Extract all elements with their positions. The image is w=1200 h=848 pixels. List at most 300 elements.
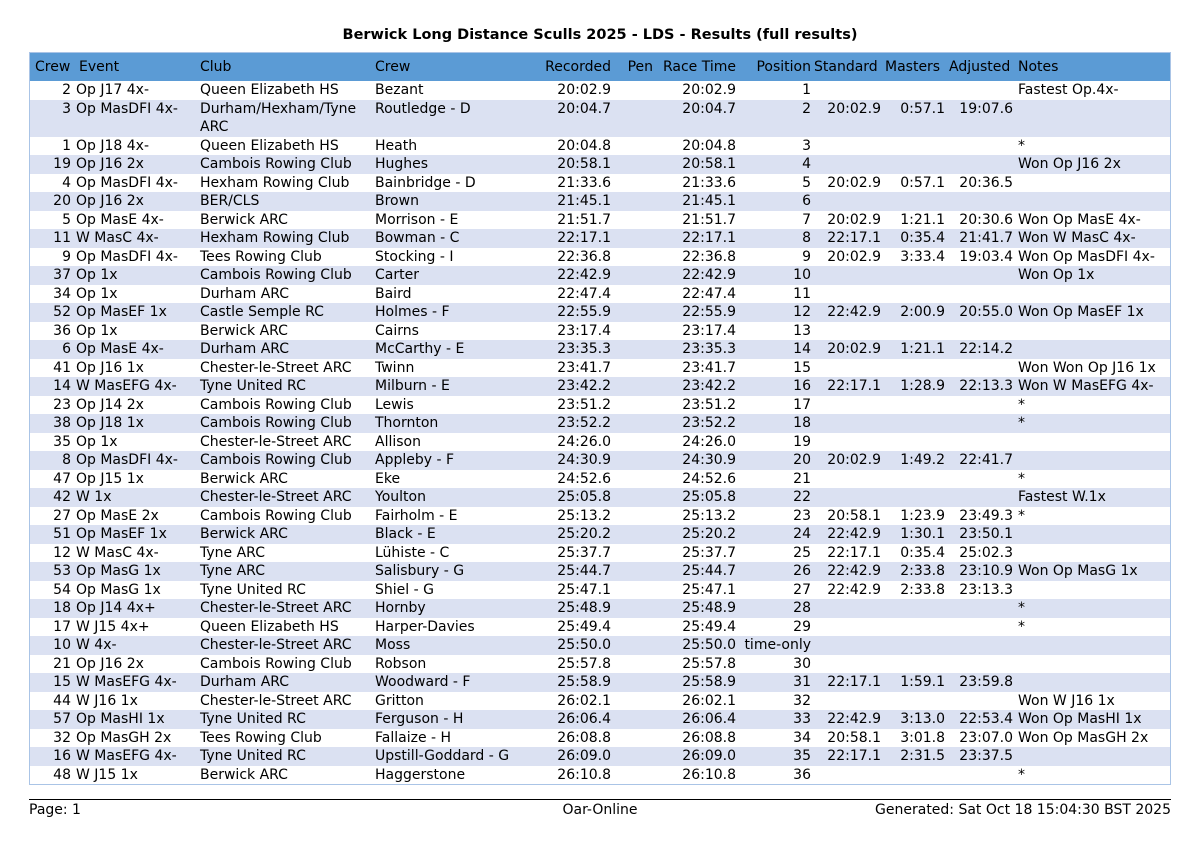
cell-standard: 22:42.9: [827, 526, 881, 542]
cell-notes: Won Op J16 2x: [1018, 156, 1121, 172]
cell-position: 18: [793, 415, 811, 431]
cell-race-time: 26:06.4: [682, 711, 736, 727]
cell-crew-number: 20: [53, 193, 71, 209]
cell-race-time: 25:37.7: [682, 544, 736, 561]
cell-notes: Won Op MasDFI 4x-: [1018, 248, 1155, 265]
cell-crew-number: 9: [62, 248, 71, 265]
cell-event: Op MasE 2x: [76, 507, 159, 524]
header-position: Position: [756, 59, 811, 75]
cell-race-time: 25:50.0: [682, 637, 736, 653]
cell-club: Tees Rowing Club: [200, 248, 322, 265]
cell-adjusted: 23:59.8: [959, 674, 1013, 690]
cell-crew-name: Carter: [375, 267, 419, 283]
table-row: [30, 174, 1170, 193]
cell-position: 34: [793, 729, 811, 746]
cell-club: Tyne United RC: [200, 711, 306, 727]
cell-recorded: 20:02.9: [557, 82, 611, 98]
cell-crew-number: 27: [53, 507, 71, 524]
cell-event: Op 1x: [76, 285, 118, 302]
table-row: [30, 433, 1170, 452]
cell-standard: 22:42.9: [827, 711, 881, 727]
cell-crew-number: 32: [53, 729, 71, 746]
cell-recorded: 23:17.4: [557, 322, 611, 339]
cell-event: Op J14 2x: [76, 396, 144, 413]
cell-crew-name: Allison: [375, 433, 421, 450]
cell-race-time: 21:51.7: [682, 211, 736, 228]
cell-recorded: 22:17.1: [557, 230, 611, 246]
cell-position: 3: [802, 137, 811, 154]
cell-race-time: 25:49.4: [682, 618, 736, 635]
table-row: [30, 211, 1170, 230]
cell-club: Tyne ARC: [200, 563, 265, 579]
cell-event: W J16 1x: [76, 692, 138, 709]
cell-crew-number: 5: [62, 211, 71, 228]
cell-event: Op MasE 4x-: [76, 211, 164, 228]
cell-recorded: 25:47.1: [557, 581, 611, 598]
footer-generated: Generated: Sat Oct 18 15:04:30 BST 2025: [875, 802, 1171, 818]
cell-notes: *: [1018, 415, 1025, 431]
cell-race-time: 20:02.9: [682, 82, 736, 98]
cell-notes: Won W J16 1x: [1018, 692, 1115, 709]
cell-position: 12: [793, 304, 811, 320]
cell-position: 5: [802, 174, 811, 191]
header-crew-name: Crew: [375, 59, 411, 75]
cell-race-time: 23:17.4: [682, 322, 736, 339]
cell-recorded: 25:20.2: [557, 526, 611, 542]
table-row: [30, 618, 1170, 637]
cell-club: Chester-le-Street ARC: [200, 692, 352, 709]
header-masters: Masters: [885, 59, 941, 75]
table-row: [30, 581, 1170, 600]
cell-event: Op J18 4x-: [76, 137, 149, 154]
cell-event: W J15 1x: [76, 766, 138, 783]
cell-position: 19: [793, 433, 811, 450]
cell-club: Tyne United RC: [200, 581, 306, 598]
cell-crew-name: Haggerstone: [375, 766, 466, 783]
cell-recorded: 20:04.7: [557, 100, 611, 117]
table-row: [30, 729, 1170, 748]
cell-crew-number: 8: [62, 452, 71, 468]
cell-crew-name: Ferguson - H: [375, 711, 464, 727]
cell-notes: *: [1018, 396, 1025, 413]
results-table: [29, 52, 1171, 785]
cell-race-time: 24:52.6: [682, 470, 736, 487]
table-row: [30, 544, 1170, 563]
cell-club: Durham ARC: [200, 341, 290, 357]
cell-standard: 20:02.9: [827, 211, 881, 228]
footer-brand: Oar-Online: [562, 802, 638, 818]
cell-masters: 0:57.1: [900, 100, 945, 117]
cell-race-time: 26:09.0: [682, 748, 736, 764]
cell-club: Berwick ARC: [200, 526, 288, 542]
cell-recorded: 25:57.8: [557, 655, 611, 672]
cell-position: 22: [793, 489, 811, 505]
cell-race-time: 22:55.9: [682, 304, 736, 320]
cell-crew-name: Lewis: [375, 396, 414, 413]
cell-crew-name: Bezant: [375, 82, 424, 98]
cell-adjusted: 19:03.4: [959, 248, 1013, 265]
cell-club: Berwick ARC: [200, 470, 288, 487]
header-recorded: Recorded: [545, 59, 611, 75]
cell-masters: 2:00.9: [900, 304, 945, 320]
cell-race-time: 25:58.9: [682, 674, 736, 690]
cell-club: Tyne United RC: [200, 378, 306, 394]
cell-race-time: 24:30.9: [682, 452, 736, 468]
cell-crew-number: 17: [53, 618, 71, 635]
cell-crew-number: 10: [53, 637, 71, 653]
cell-crew-number: 6: [62, 341, 71, 357]
cell-notes: Won Op MasE 4x-: [1018, 211, 1141, 228]
cell-crew-name: Salisbury - G: [375, 563, 465, 579]
cell-recorded: 21:45.1: [557, 193, 611, 209]
header-pen: Pen: [627, 59, 653, 75]
cell-event: Op 1x: [76, 267, 118, 283]
cell-adjusted: 23:50.1: [959, 526, 1013, 542]
cell-race-time: 21:45.1: [682, 193, 736, 209]
cell-club: Durham/Hexham/Tyne ARC: [200, 100, 357, 135]
table-row: [30, 359, 1170, 378]
cell-masters: 3:33.4: [900, 248, 945, 265]
cell-masters: 1:59.1: [900, 674, 945, 690]
cell-crew-number: 53: [53, 563, 71, 579]
cell-crew-number: 14: [53, 378, 71, 394]
cell-club: Chester-le-Street ARC: [200, 433, 352, 450]
cell-crew-number: 52: [53, 304, 71, 320]
cell-notes: Won Won Op J16 1x: [1018, 359, 1156, 376]
table-row: [30, 192, 1170, 211]
cell-recorded: 23:35.3: [557, 341, 611, 357]
cell-recorded: 25:44.7: [557, 563, 611, 579]
table-row: [30, 747, 1170, 766]
cell-position: 24: [793, 526, 811, 542]
cell-crew-number: 15: [53, 674, 71, 690]
cell-crew-name: Stocking - I: [375, 248, 454, 265]
cell-club: Queen Elizabeth HS: [200, 82, 339, 98]
cell-notes: Won W MasC 4x-: [1018, 230, 1136, 246]
cell-race-time: 23:51.2: [682, 396, 736, 413]
table-row: [30, 137, 1170, 156]
cell-position: 21: [793, 470, 811, 487]
header-crew-number: Crew: [35, 59, 71, 75]
cell-club: Cambois Rowing Club: [200, 396, 352, 413]
cell-event: Op MasHI 1x: [76, 711, 165, 727]
table-row: [30, 303, 1170, 322]
table-row: [30, 507, 1170, 526]
cell-club: Tyne ARC: [200, 544, 265, 561]
cell-crew-number: 37: [53, 267, 71, 283]
cell-crew-name: Routledge - D: [375, 100, 471, 117]
cell-position: 14: [793, 341, 811, 357]
cell-position: 31: [793, 674, 811, 690]
cell-event: Op MasE 4x-: [76, 341, 164, 357]
cell-adjusted: 22:41.7: [959, 452, 1013, 468]
cell-recorded: 25:37.7: [557, 544, 611, 561]
cell-club: Tees Rowing Club: [200, 729, 322, 746]
cell-masters: 3:13.0: [900, 711, 945, 727]
cell-notes: Won Op MasG 1x: [1018, 563, 1138, 579]
cell-crew-name: Eke: [375, 470, 401, 487]
table-row: [30, 155, 1170, 174]
cell-club: Tyne United RC: [200, 748, 306, 764]
cell-masters: 2:33.8: [900, 581, 945, 598]
cell-crew-name: Brown: [375, 193, 419, 209]
cell-crew-name: Shiel - G: [375, 581, 434, 598]
cell-position: 2: [802, 100, 811, 117]
cell-crew-number: 3: [62, 100, 71, 117]
cell-club: Cambois Rowing Club: [200, 156, 352, 172]
cell-event: Op MasDFI 4x-: [76, 248, 178, 265]
cell-race-time: 20:04.7: [682, 100, 736, 117]
cell-crew-name: Twinn: [375, 359, 415, 376]
table-row: [30, 710, 1170, 729]
cell-standard: 22:17.1: [827, 230, 881, 246]
footer-divider: [29, 799, 1171, 800]
cell-crew-name: Appleby - F: [375, 452, 455, 468]
cell-crew-name: Heath: [375, 137, 418, 154]
cell-crew-number: 42: [53, 489, 71, 505]
cell-notes: *: [1018, 600, 1025, 616]
cell-standard: 20:02.9: [827, 100, 881, 117]
cell-club: Cambois Rowing Club: [200, 267, 352, 283]
table-row: [30, 525, 1170, 544]
cell-standard: 20:58.1: [827, 507, 881, 524]
cell-standard: 20:02.9: [827, 452, 881, 468]
cell-crew-number: 35: [53, 433, 71, 450]
cell-crew-number: 11: [53, 230, 71, 246]
page-title: Berwick Long Distance Sculls 2025 - LDS - Results (full results): [342, 27, 858, 43]
cell-notes: Won W MasEFG 4x-: [1018, 378, 1154, 394]
cell-club: Durham ARC: [200, 285, 290, 302]
cell-club: Cambois Rowing Club: [200, 507, 352, 524]
table-body: [30, 81, 1170, 784]
table-row: [30, 285, 1170, 304]
cell-race-time: 22:42.9: [682, 267, 736, 283]
table-row: [30, 266, 1170, 285]
cell-race-time: 25:20.2: [682, 526, 736, 542]
cell-club: Berwick ARC: [200, 766, 288, 783]
cell-position: 11: [793, 285, 811, 302]
cell-masters: 0:57.1: [900, 174, 945, 191]
cell-position: 23: [793, 507, 811, 524]
cell-standard: 22:17.1: [827, 544, 881, 561]
cell-adjusted: 23:37.5: [959, 748, 1013, 764]
cell-notes: *: [1018, 470, 1025, 487]
cell-event: Op MasDFI 4x-: [76, 100, 178, 117]
table-row: [30, 673, 1170, 692]
cell-club: Chester-le-Street ARC: [200, 637, 352, 653]
cell-event: Op J15 1x: [76, 470, 144, 487]
cell-crew-number: 18: [53, 600, 71, 616]
table-row: [30, 766, 1170, 785]
cell-club: Cambois Rowing Club: [200, 452, 352, 468]
cell-crew-number: 48: [53, 766, 71, 783]
cell-event: Op J16 2x: [76, 655, 144, 672]
cell-event: Op MasEF 1x: [76, 304, 167, 320]
cell-race-time: 23:42.2: [682, 378, 736, 394]
cell-notes: *: [1018, 618, 1025, 635]
cell-club: Chester-le-Street ARC: [200, 600, 352, 616]
cell-position: 9: [802, 248, 811, 265]
cell-event: Op MasDFI 4x-: [76, 452, 178, 468]
cell-crew-name: Harper-Davies: [375, 618, 475, 635]
cell-crew-number: 54: [53, 581, 71, 598]
cell-crew-name: Cairns: [375, 322, 419, 339]
footer-page-number: Page: 1: [29, 802, 81, 818]
table-row: [30, 340, 1170, 359]
cell-event: Op J16 2x: [76, 156, 144, 172]
cell-recorded: 26:02.1: [557, 692, 611, 709]
cell-adjusted: 25:02.3: [959, 544, 1013, 561]
cell-position: 13: [793, 322, 811, 339]
cell-event: Op J18 1x: [76, 415, 144, 431]
cell-recorded: 20:04.8: [557, 137, 611, 154]
cell-crew-name: Hughes: [375, 156, 429, 172]
cell-club: Queen Elizabeth HS: [200, 137, 339, 154]
cell-crew-number: 44: [53, 692, 71, 709]
header-adjusted: Adjusted: [949, 59, 1011, 75]
cell-position: 36: [793, 766, 811, 783]
cell-crew-name: Gritton: [375, 692, 424, 709]
cell-position: 20: [793, 452, 811, 468]
cell-adjusted: 22:53.4: [959, 711, 1013, 727]
header-race-time: Race Time: [662, 59, 736, 75]
cell-event: Op 1x: [76, 322, 118, 339]
cell-position: 4: [802, 156, 811, 172]
cell-club: Berwick ARC: [200, 211, 288, 228]
cell-recorded: 26:09.0: [557, 748, 611, 764]
cell-event: Op MasG 1x: [76, 581, 161, 598]
cell-recorded: 24:26.0: [557, 433, 611, 450]
cell-club: Durham ARC: [200, 674, 290, 690]
cell-position: 8: [802, 230, 811, 246]
cell-masters: 2:33.8: [900, 563, 945, 579]
cell-standard: 20:02.9: [827, 248, 881, 265]
cell-event: W 1x: [76, 489, 112, 505]
cell-race-time: 25:05.8: [682, 489, 736, 505]
cell-club: BER/CLS: [200, 193, 260, 209]
cell-position: 30: [793, 655, 811, 672]
cell-race-time: 23:35.3: [682, 341, 736, 357]
cell-position: 7: [802, 211, 811, 228]
table-row: [30, 229, 1170, 248]
table-row: [30, 470, 1170, 489]
cell-recorded: 25:58.9: [557, 674, 611, 690]
cell-crew-number: 23: [53, 396, 71, 413]
cell-race-time: 23:52.2: [682, 415, 736, 431]
header-club: Club: [200, 59, 232, 75]
cell-crew-name: Thornton: [375, 415, 439, 431]
cell-race-time: 21:33.6: [682, 174, 736, 191]
cell-masters: 1:30.1: [900, 526, 945, 542]
cell-notes: *: [1018, 766, 1025, 783]
cell-club: Queen Elizabeth HS: [200, 618, 339, 635]
header-notes: Notes: [1018, 59, 1059, 75]
cell-masters: 3:01.8: [900, 729, 945, 746]
table-row: [30, 562, 1170, 581]
cell-crew-name: Hornby: [375, 600, 426, 616]
cell-recorded: 26:08.8: [557, 729, 611, 746]
cell-recorded: 22:42.9: [557, 267, 611, 283]
table-row: [30, 396, 1170, 415]
cell-event: Op J17 4x-: [76, 82, 149, 98]
cell-position: 1: [802, 82, 811, 98]
cell-recorded: 26:10.8: [557, 766, 611, 783]
cell-event: Op MasDFI 4x-: [76, 174, 178, 191]
cell-adjusted: 23:49.3: [959, 507, 1013, 524]
cell-recorded: 23:52.2: [557, 415, 611, 431]
cell-position: 29: [793, 618, 811, 635]
cell-recorded: 21:51.7: [557, 211, 611, 228]
cell-adjusted: 20:36.5: [959, 174, 1013, 191]
cell-adjusted: 20:30.6: [959, 211, 1013, 228]
cell-standard: 22:17.1: [827, 674, 881, 690]
cell-crew-name: Woodward - F: [375, 674, 471, 690]
cell-race-time: 25:47.1: [682, 581, 736, 598]
table-row: [30, 655, 1170, 674]
cell-race-time: 20:58.1: [682, 156, 736, 172]
header-event: Event: [79, 59, 120, 75]
cell-standard: 22:17.1: [827, 748, 881, 764]
cell-adjusted: 23:13.3: [959, 581, 1013, 598]
cell-standard: 20:58.1: [827, 729, 881, 746]
cell-crew-name: Fallaize - H: [375, 729, 452, 746]
cell-position: 33: [793, 711, 811, 727]
cell-masters: 1:49.2: [900, 452, 945, 468]
cell-crew-number: 57: [53, 711, 71, 727]
cell-position: 35: [793, 748, 811, 764]
cell-crew-name: Upstill-Goddard - G: [375, 748, 510, 764]
cell-standard: 22:42.9: [827, 563, 881, 579]
cell-crew-number: 51: [53, 526, 71, 542]
cell-standard: 20:02.9: [827, 341, 881, 357]
table-row: [30, 322, 1170, 341]
cell-notes: Fastest W.1x: [1018, 489, 1106, 505]
cell-race-time: 26:02.1: [682, 692, 736, 709]
cell-notes: *: [1018, 507, 1025, 524]
cell-crew-number: 19: [53, 156, 71, 172]
cell-event: W MasC 4x-: [76, 544, 159, 561]
cell-event: W MasC 4x-: [76, 230, 159, 246]
cell-recorded: 25:13.2: [557, 507, 611, 524]
cell-recorded: 25:50.0: [557, 637, 611, 653]
cell-standard: 20:02.9: [827, 174, 881, 191]
cell-event: Op MasGH 2x: [76, 729, 172, 746]
cell-race-time: 23:41.7: [682, 359, 736, 376]
cell-crew-number: 47: [53, 470, 71, 487]
cell-position: 17: [793, 396, 811, 413]
cell-crew-number: 41: [53, 359, 71, 376]
cell-event: Op J14 4x+: [76, 600, 156, 616]
cell-recorded: 22:55.9: [557, 304, 611, 320]
cell-race-time: 22:36.8: [682, 248, 736, 265]
table-row: [30, 377, 1170, 396]
cell-recorded: 24:52.6: [557, 470, 611, 487]
cell-event: W J15 4x+: [76, 618, 150, 635]
cell-club: Cambois Rowing Club: [200, 655, 352, 672]
cell-recorded: 24:30.9: [557, 452, 611, 468]
cell-crew-number: 38: [53, 415, 71, 431]
cell-event: W 4x-: [76, 637, 117, 653]
cell-masters: 1:21.1: [900, 211, 945, 228]
cell-race-time: 25:13.2: [682, 507, 736, 524]
table-row: [30, 248, 1170, 267]
cell-club: Chester-le-Street ARC: [200, 489, 352, 505]
cell-club: Chester-le-Street ARC: [200, 359, 352, 376]
cell-crew-number: 34: [53, 285, 71, 302]
cell-standard: 22:17.1: [827, 378, 881, 394]
cell-race-time: 26:10.8: [682, 766, 736, 783]
cell-position: 26: [793, 563, 811, 579]
